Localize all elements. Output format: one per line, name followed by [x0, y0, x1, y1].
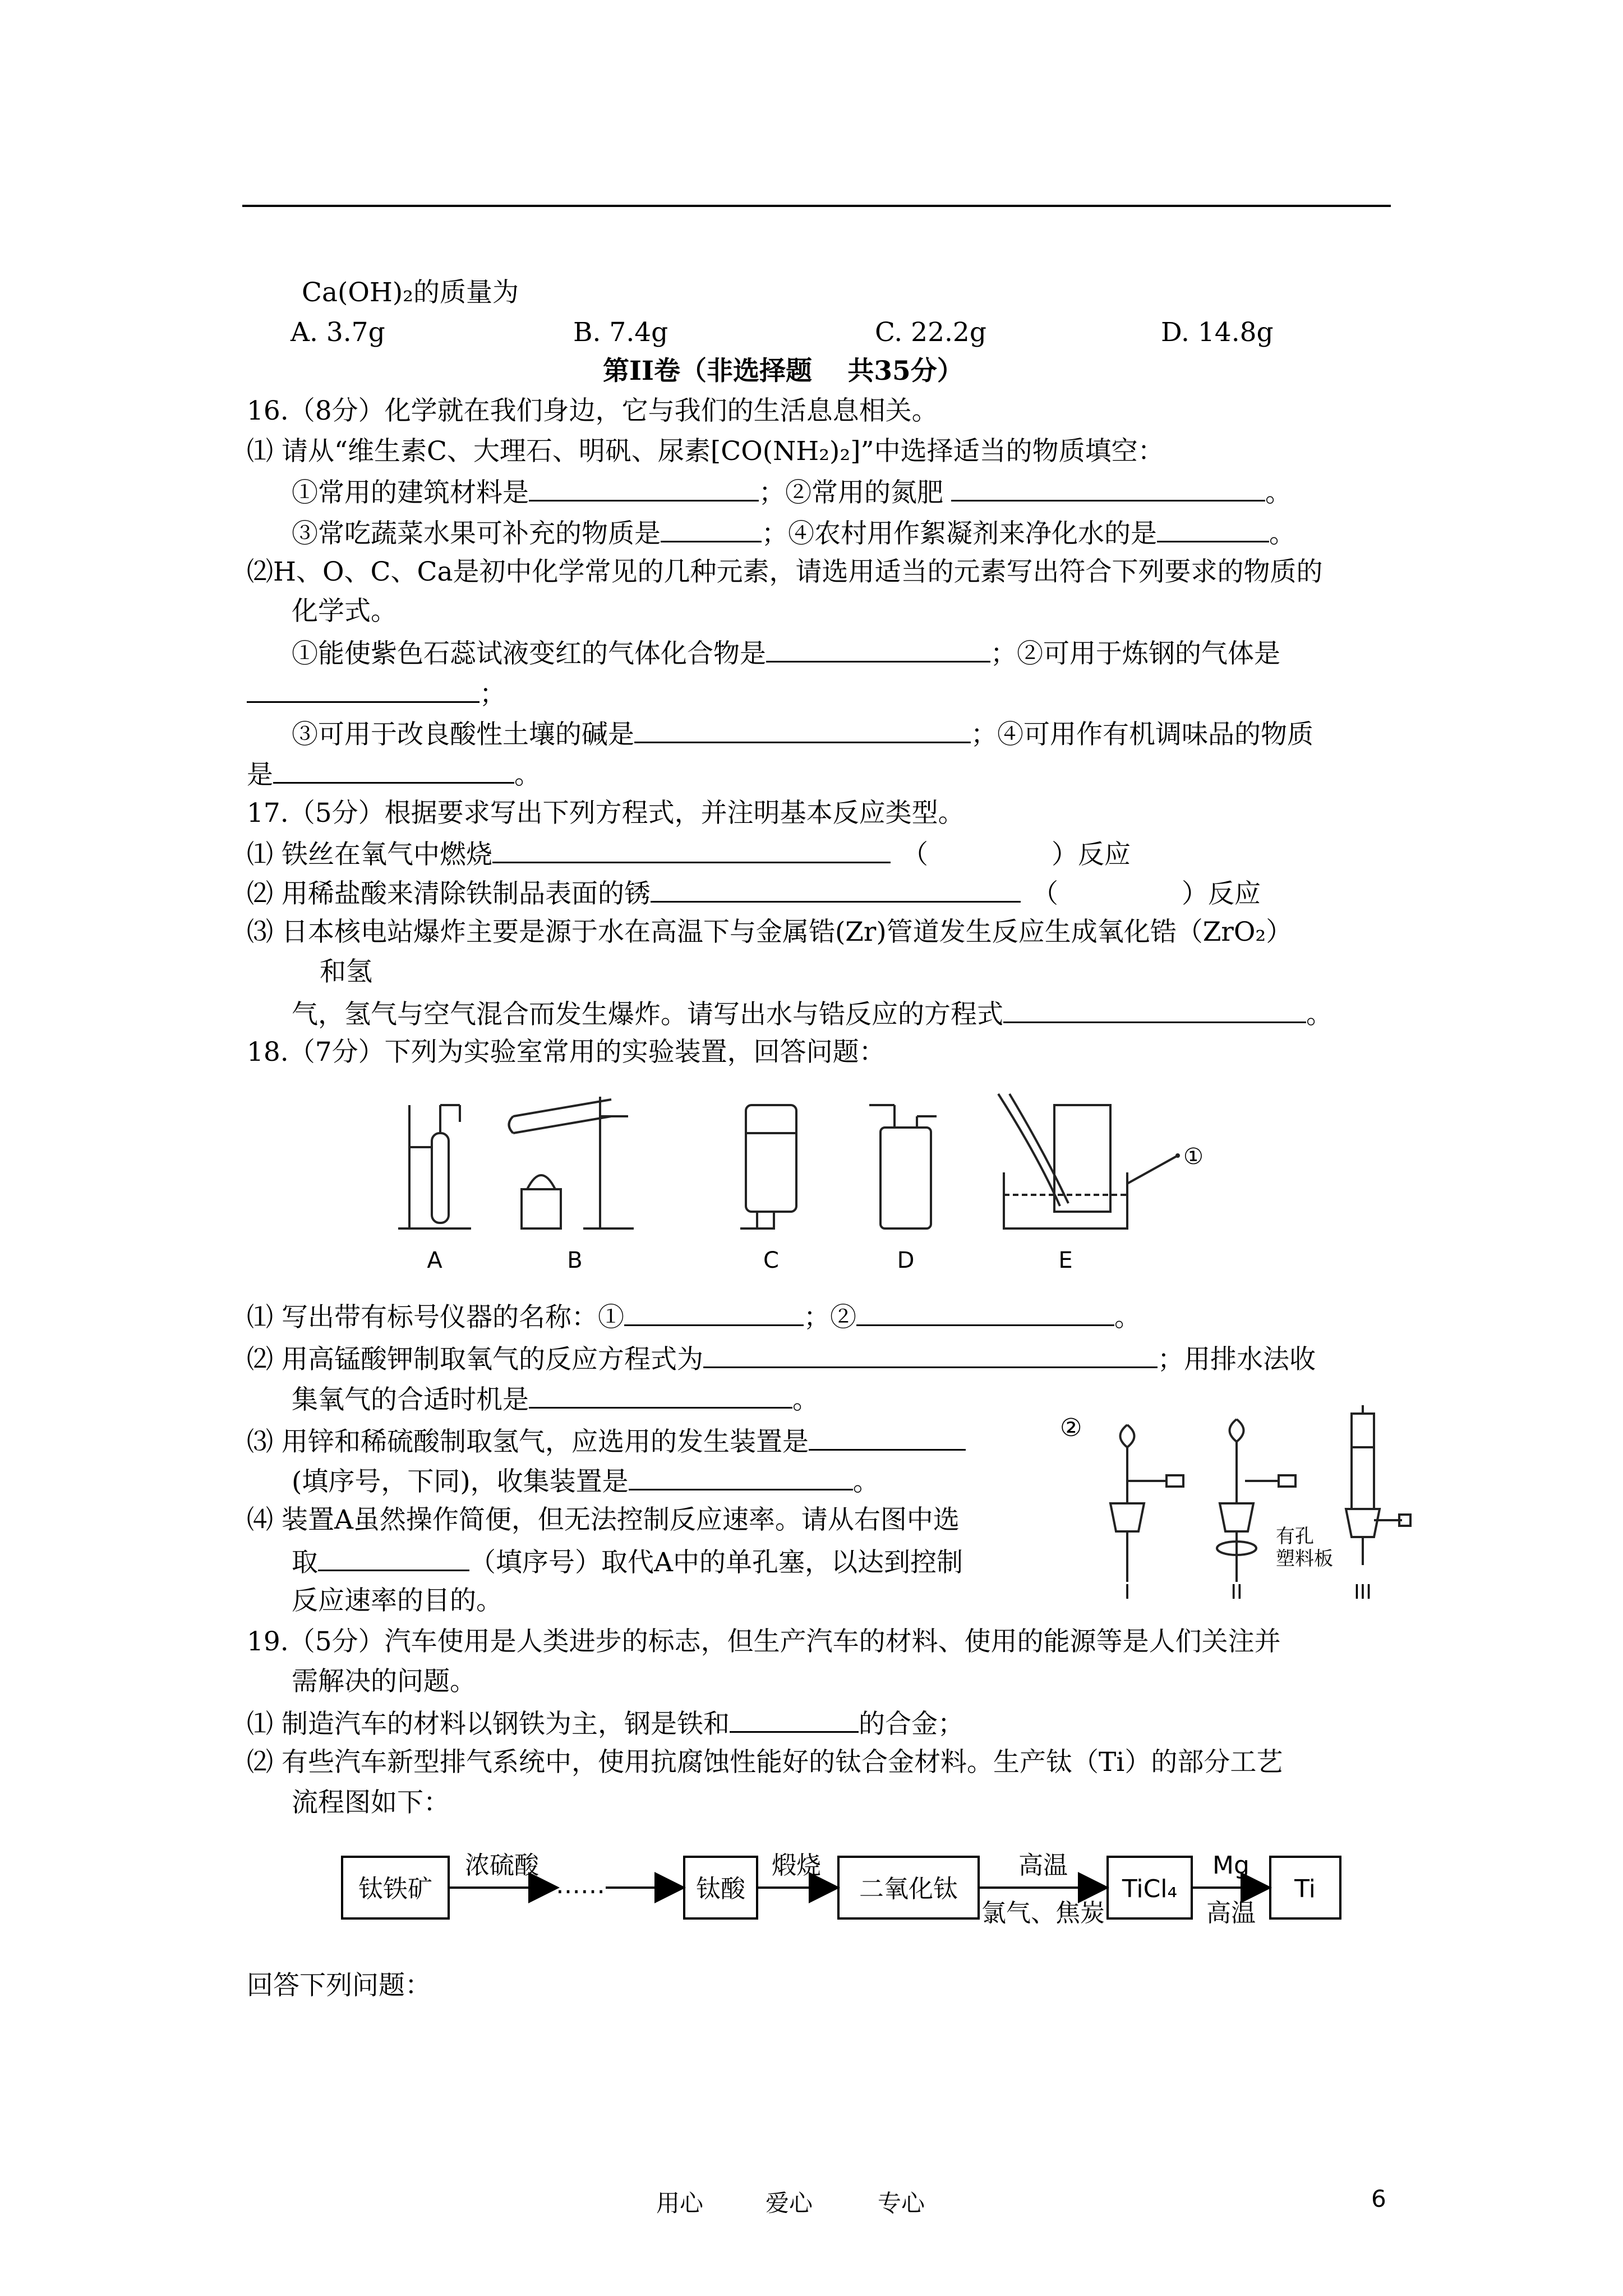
answer-blank[interactable] — [624, 1299, 804, 1326]
flow-titanic-acid: 钛酸 — [696, 1875, 745, 1903]
apparatus-label-b: B — [567, 1248, 583, 1273]
q19-part2: ⑵ 有些汽车新型排气系统中，使用抗腐蚀性能好的钛合金材料。生产钛（Ti）的部分工艺 — [247, 1747, 1283, 1778]
q16-part2b: 化学式。 — [292, 596, 397, 627]
q16-part2: ⑵H、O、C、Ca是初中化学常见的几种元素，请选用适当的元素写出符合下列要求的物质的 — [247, 556, 1323, 587]
q18-line — [292, 1381, 819, 1417]
answer-blank[interactable] — [809, 1423, 966, 1451]
paren-close: ）反应 — [1051, 839, 1131, 870]
q16-2e-text: ③可用于改良酸性土壤的碱是 — [292, 719, 634, 750]
flow-label-hightemp-2: 高温 — [1206, 1899, 1256, 1927]
apparatus-label-d: D — [897, 1248, 915, 1273]
valve-label-iii: III — [1354, 1581, 1372, 1604]
q17-line — [292, 996, 1332, 1032]
q18-2-text: ⑵ 用高锰酸钾制取氧气的反应方程式为 — [247, 1344, 703, 1375]
flow-label-cl2-c: 氯气、焦炭 — [981, 1899, 1105, 1927]
answer-blank[interactable] — [273, 756, 514, 784]
q19-1-text: ⑴ 制造汽车的材料以钢铁为主，钢是铁和 — [247, 1709, 730, 1740]
punct: 。 — [1114, 1302, 1141, 1333]
answer-blank[interactable] — [651, 875, 1021, 903]
apparatus-a — [398, 1105, 471, 1228]
answer-blank[interactable] — [766, 635, 990, 662]
punct: 。 — [1269, 518, 1295, 549]
flow-label-h2so4: 浓硫酸 — [465, 1851, 539, 1880]
q16-2f-text: 是 — [247, 760, 273, 790]
q16-1a-text: ①常用的建筑材料是 — [292, 477, 529, 508]
q18-line — [247, 1299, 1141, 1335]
answer-blank[interactable] — [492, 836, 891, 863]
punct: ； — [479, 679, 506, 710]
flow-ti: Ti — [1294, 1875, 1316, 1903]
plate-label-2: 塑料板 — [1276, 1548, 1333, 1570]
q16-line — [292, 474, 1292, 510]
answer-blank[interactable] — [661, 515, 762, 542]
valve-figure — [1054, 1402, 1413, 1604]
marker-1: ① — [1183, 1144, 1204, 1170]
footer-motto-3: 专心 — [878, 2189, 925, 2217]
flow-label-calcine: 煅烧 — [772, 1851, 821, 1880]
answer-blank[interactable] — [318, 1544, 469, 1571]
answer-blank[interactable] — [247, 675, 479, 703]
punct: 。 — [1265, 477, 1292, 508]
valve-label-ii: II — [1230, 1581, 1243, 1604]
answer-blank[interactable] — [629, 1463, 853, 1490]
flow-label-hightemp: 高温 — [1018, 1851, 1068, 1880]
q18-part4c: 反应速率的目的。 — [292, 1585, 502, 1616]
marker-2: ② — [1060, 1414, 1082, 1442]
q16-part1: ⑴ 请从“维生素C、大理石、明矾、尿素[CO(NH₂)₂]”中选择适当的物质填空： — [247, 436, 1164, 467]
section-title: 第II卷（非选择题 共35分） — [603, 356, 963, 386]
punct: 。 — [792, 1384, 819, 1415]
option-c: C. 22.2g — [875, 317, 986, 348]
punct: 。 — [1306, 999, 1332, 1030]
q18-line — [292, 1463, 879, 1499]
q18-4b-text2: （填序号）取代A中的单孔塞，以达到控制 — [469, 1547, 963, 1578]
q16-1b-text: ③常吃蔬菜水果可补充的物质是 — [292, 518, 661, 549]
q16-2c-text2: ；②可用于炼钢的气体是 — [990, 638, 1280, 669]
q18-line — [292, 1544, 963, 1580]
valve-i — [1110, 1425, 1183, 1582]
q17-1-text: ⑴ 铁丝在氧气中燃烧 — [247, 839, 492, 870]
q16-title: 16.（8分）化学就在我们身边，它与我们的生活息息相关。 — [247, 395, 938, 426]
q18-1-text2: ；② — [803, 1302, 856, 1333]
q19-title: 19.（5分）汽车使用是人类进步的标志，但生产汽车的材料、使用的能源等是人们关注并 — [247, 1626, 1281, 1657]
q18-3-text: ⑶ 用锌和稀硫酸制取氢气，应选用的发生装置是 — [247, 1427, 809, 1457]
plate-label-1: 有孔 — [1276, 1525, 1314, 1548]
process-flowchart — [336, 1834, 1346, 1947]
q18-2c-text: 集氧气的合适时机是 — [292, 1384, 529, 1415]
valve-iii — [1346, 1405, 1410, 1565]
q19-1-text2: 的合金； — [858, 1709, 964, 1740]
punct: 。 — [514, 760, 541, 790]
option-a: A. 3.7g — [291, 317, 385, 348]
valve-label-i: I — [1124, 1581, 1131, 1604]
q16-2c-text: ①能使紫色石蕊试液变红的气体化合物是 — [292, 638, 766, 669]
apparatus-c — [740, 1105, 796, 1228]
flow-tio2: 二氧化钛 — [859, 1875, 958, 1903]
q18-1-text: ⑴ 写出带有标号仪器的名称：① — [247, 1302, 624, 1333]
answer-blank[interactable] — [730, 1705, 859, 1733]
apparatus-label-e: E — [1058, 1248, 1073, 1273]
punct: 。 — [852, 1466, 879, 1497]
q17-3c-text: 气，氢气与空气混合而发生爆炸。请写出水与锆反应的方程式 — [292, 999, 1003, 1030]
text-line: Ca(OH)₂的质量为 — [302, 277, 519, 308]
answer-blank[interactable] — [1157, 515, 1269, 542]
q18-line — [247, 1341, 1316, 1377]
q16-2e-text2: ；④可用作有机调味品的物质 — [971, 719, 1313, 750]
apparatus-label-a: A — [427, 1248, 442, 1273]
answer-blank[interactable] — [529, 1381, 792, 1409]
q18-4b-text: 取 — [292, 1547, 318, 1578]
q17-title: 17.（5分）根据要求写出下列方程式，并注明基本反应类型。 — [247, 798, 965, 829]
q18-title: 18.（7分）下列为实验室常用的实验装置，回答问题： — [247, 1037, 886, 1068]
apparatus-e — [998, 1094, 1179, 1228]
q16-1a-text2: ；②常用的氮肥 — [759, 477, 943, 508]
apparatus-figure — [387, 1083, 1228, 1285]
header-rule — [242, 205, 1391, 207]
q17-line — [247, 836, 1131, 872]
q18-part4: ⑷ 装置A虽然操作简便，但无法控制反应速率。请从右图中选 — [247, 1504, 960, 1535]
flow-dots: …… — [556, 1871, 605, 1899]
paren-close: ）反应 — [1181, 878, 1261, 909]
flow-label-mg: Mg — [1212, 1851, 1249, 1880]
answer-blank[interactable] — [529, 474, 759, 501]
q16-line — [292, 716, 1313, 752]
q19-part2b: 流程图如下： — [292, 1787, 450, 1818]
answer-blank[interactable] — [951, 474, 1265, 501]
footer-motto-2: 爱心 — [766, 2189, 813, 2217]
answer-blank[interactable] — [703, 1341, 1158, 1368]
q17-part3: ⑶ 日本核电站爆炸主要是源于水在高温下与金属锆(Zr)管道发生反应生成氧化锆（ZrO₂） — [247, 917, 1293, 947]
q17-line — [247, 875, 1261, 911]
q16-line — [247, 675, 506, 711]
answer-blank[interactable] — [856, 1299, 1114, 1326]
q16-1b-text2: ；④农村用作絮凝剂来净化水的是 — [762, 518, 1157, 549]
q16-line — [292, 515, 1295, 551]
option-d: D. 14.8g — [1161, 317, 1274, 348]
apparatus-b — [509, 1097, 634, 1228]
paren-open: （ — [901, 839, 928, 870]
answer-prompt: 回答下列问题： — [247, 1970, 431, 2001]
paren-open: （ — [1031, 878, 1058, 909]
option-b: B. 7.4g — [573, 317, 668, 348]
q18-2-text2: ；用排水法收 — [1157, 1344, 1316, 1375]
answer-blank[interactable] — [634, 716, 971, 743]
q19-line — [247, 1705, 964, 1741]
q16-line — [247, 756, 541, 792]
flow-ilmenite: 钛铁矿 — [358, 1875, 432, 1903]
footer-motto-1: 用心 — [656, 2189, 704, 2217]
q17-part3b: 和氢 — [320, 956, 372, 987]
q16-line — [292, 635, 1280, 671]
apparatus-label-c: C — [763, 1248, 779, 1273]
answer-blank[interactable] — [1003, 996, 1306, 1023]
q18-line — [247, 1423, 966, 1459]
q19-title-b: 需解决的问题。 — [292, 1666, 476, 1697]
page-number: 6 — [1371, 2185, 1386, 2212]
flow-ticl4: TiCl₄ — [1122, 1875, 1178, 1903]
q18-3b-text: (填序号，下同)，收集装置是 — [292, 1466, 629, 1497]
apparatus-d — [869, 1105, 937, 1228]
q17-2-text: ⑵ 用稀盐酸来清除铁制品表面的锈 — [247, 878, 651, 909]
